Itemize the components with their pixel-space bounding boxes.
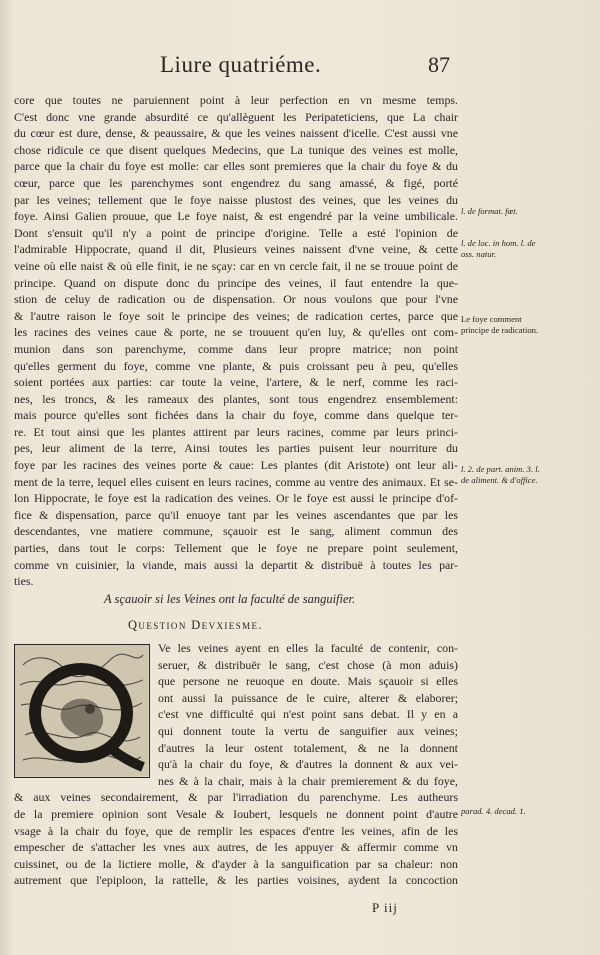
signature-mark: P iij xyxy=(372,900,398,915)
margin-note: Le foye comment principe de radication. xyxy=(461,314,539,335)
running-head: Liure quatriéme. xyxy=(160,52,322,77)
text-line: pes, leur aliment de la terre, Ainsi toutes les parties puisent leur nourriture du xyxy=(14,441,458,456)
text-line: les racines des veines caue & porte, ne se trouuent qu'en luy, & qu'elles ont com- xyxy=(14,325,458,340)
text-line: foye par les racines des veines porte & caue: Les plantes (dit Aristote) ont leur ali- xyxy=(14,458,458,473)
page-number: 87 xyxy=(428,52,450,77)
text-line: d'autres la leur ostent totalement, & ne la donnent xyxy=(158,740,458,755)
text-line: principe. Quand on dispute donc du principe des veines, il faut entendre la que- xyxy=(14,275,458,290)
text-line: empescher de s'attacher les vnes aux autres, de les appuyer & affermir comme vn xyxy=(14,840,458,855)
text-line: parties, dans tout le corps: Tellement que le foye ne prepare point seulement, xyxy=(14,541,458,556)
text-line: vsage à la chair du foye, que de remplir les espaces d'entre les veines, afin de les xyxy=(14,823,458,838)
margin-note: parad. 4. decad. 1. xyxy=(461,806,526,816)
text-line: & aux veines secondairement, & par l'irradiation du parenchyme. Les autheurs xyxy=(14,790,458,805)
text-line: ment de la terre, lequel elles cuisent en leurs racines, comme au ventre des animaux. Et se- xyxy=(14,474,458,489)
text-line: munion dans son parenchyme, comme dans leur propre matrice; non point xyxy=(14,341,458,356)
text-line: veine où elle naist & où elle finit, ie ne sçay: car en vn cercle fait, il ne se trouue point de xyxy=(14,258,458,273)
text-line: parce que la chair du foye est molle: car elles sont premieres que la chair du foye & du xyxy=(14,159,458,174)
text-line: ties. xyxy=(14,574,34,589)
text-line: soient portées aux parties: car toute la veine, l'artere, & le nerf, comme les raci- xyxy=(14,375,458,390)
text-line: c'est vne difficulté qui n'est point sans debat. Il y en a xyxy=(158,707,458,722)
text-line: & l'autre raison le foye soit le principe des veines; de radication certes, parce que xyxy=(14,308,458,323)
text-line: stion de celuy de radication ou de dispensation. Or nous voulons que pour l'vne xyxy=(14,292,458,307)
text-line: chose ridicule ce que disent quelques Medecins, que La tunique des veines est molle, xyxy=(14,142,458,157)
text-line: re. Et tout ainsi que les plantes attirent par leurs racines, comme par leurs princi- xyxy=(14,424,458,439)
question-heading: Question Devxiesme. xyxy=(128,618,263,632)
text-line: qu'à la chair du foye, & d'autres la donnent & aux vei- xyxy=(158,757,458,772)
text-line: ont aussi la puissance de le cuire, alterer & elaborer; xyxy=(158,690,458,705)
text-line: C'est donc vne grande absurdité ce qu'allèguent les Peripateticiens, que La chair xyxy=(14,109,458,124)
text-line: qui donnent toute la vertu de sanguifier aux veines; xyxy=(158,723,458,738)
text-line: qu'elles germent du foye, comme vne plante, & puis croissant peu à peu, qu'elles xyxy=(14,358,458,373)
text-line: foye. Ainsi Galien prouue, que Le foye naist, & est engendré par la veine umbilicale. xyxy=(14,209,458,224)
text-line: autrement que l'epiploon, la rattelle, & les parties voisines, aydent la concoction xyxy=(14,873,458,888)
text-line: du cœur est dure, dense, & peaussaire, & que les veines naissent d'icelle. C'est aussi vne xyxy=(14,126,458,141)
text-line: mais pource qu'elles sont fichées dans la chair du foye, comme dans quelque ter- xyxy=(14,408,458,423)
text-line: fice & dispensation, parce qu'il enuoye tant par les veines ascendantes que par les xyxy=(14,507,458,522)
text-line: Dont s'ensuit qu'il n'y a point de principe d'origine. Telle a esté l'opinion de xyxy=(14,225,458,240)
text-line: de la premiere opinion sont Vesale & Ioubert, lesquels ne donnent point d'autre xyxy=(14,806,458,821)
text-line: nes, les troncs, & les rameaux des plantes, sont tous engendrez ensemblement: xyxy=(14,391,458,406)
paragraph-1 xyxy=(14,92,458,590)
margin-note: l. 2. de part. anim. 3. l. de aliment. & d'office. xyxy=(461,464,540,485)
text-line: descendantes, vne matiere commune, sçauoir est le sang, aliment commun des xyxy=(14,524,458,539)
text-line: comme vn cuisinier, la viande, mais aussi la departit & distribuë à toutes les par- xyxy=(14,557,458,572)
section-subheading: A sçauoir si les Veines ont la faculté de sanguifier. xyxy=(104,592,356,606)
text-line: Ve les veines ayent en elles la faculté de contenir, con- xyxy=(158,641,458,655)
text-line: par les veines; tellement que le foye naisse plustost des veines, que les veines du xyxy=(14,192,458,207)
text-line: cuissinet, ou de la lictiere molle, & d'ayder à la sanguification par sa chaleur: non xyxy=(14,856,458,871)
paragraph-2 xyxy=(14,640,458,889)
text-line: nes & à la chair, mais à la chair premierement & du foye, xyxy=(158,773,458,788)
text-line: seruer, & distribuër le sang, c'est chose (à mon aduis) xyxy=(158,657,458,672)
margin-note: l. de loc. in hom. l. de oss. natur. xyxy=(461,238,536,259)
text-line: lon Hippocrate, le foye est la radication des veines. Or le foye est aussi le principe d'of- xyxy=(14,491,458,506)
text-line: l'admirable Hippocrate, quand il dit, Plusieurs veines naissent d'vne veine, & cette xyxy=(14,242,458,257)
text-line: que persone ne reuoque en doute. Mais sçauoir si elles xyxy=(158,674,458,689)
text-line: cœur, parce que les parenchymes sont engendrez du sang amassé, & figé, porté xyxy=(14,175,458,190)
margin-note: l. de format. fœt. xyxy=(461,206,518,216)
text-line: core que toutes ne paruiennent point à leur perfection en vn mesme temps. xyxy=(14,93,458,107)
